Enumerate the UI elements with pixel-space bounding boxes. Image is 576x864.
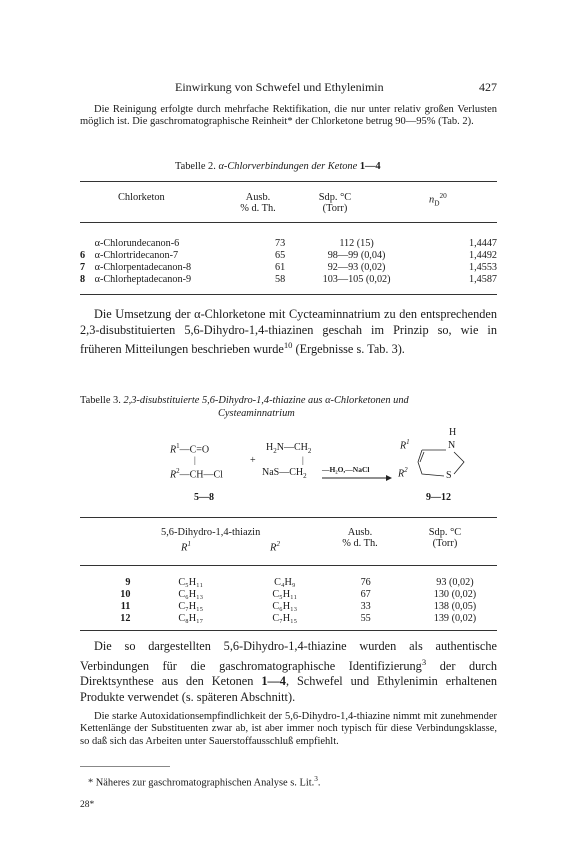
compound-number: 9 bbox=[125, 577, 131, 588]
substituent-r1: C₇H₁₅ bbox=[178, 601, 204, 612]
scheme-ring-r1: $R^1$ bbox=[400, 438, 410, 452]
table-row bbox=[80, 262, 497, 274]
substituent-r2: C₆H₁₃ bbox=[272, 601, 298, 612]
refractive-index: 1,4492 bbox=[468, 250, 497, 261]
substituent-r1: C₅H₁₁ bbox=[178, 577, 204, 588]
table2-bottom-rule bbox=[80, 294, 497, 295]
compound-number: 12 bbox=[120, 613, 131, 624]
compound-number: 11 bbox=[120, 601, 131, 612]
footnote: * Näheres zur gaschromatographischen Analyse s. Lit.$^3$. bbox=[88, 775, 321, 789]
refractive-index: 1,4447 bbox=[468, 238, 497, 249]
folio: 28* bbox=[80, 800, 95, 810]
table2-top-rule bbox=[80, 181, 497, 182]
scheme-bond-2: | bbox=[302, 455, 304, 465]
substituent-r2: C₇H₁₅ bbox=[272, 613, 298, 624]
substituent-r1: C₆H₁₃ bbox=[178, 589, 204, 600]
chlorketone-name: α-Chlorundecanon-6 bbox=[94, 238, 180, 249]
table-row bbox=[80, 613, 497, 625]
scheme-cysteamine-line2: $NaS—CH_2$ bbox=[262, 467, 307, 480]
refractive-index: 1,4553 bbox=[468, 262, 497, 273]
yield-value: 61 bbox=[275, 262, 286, 273]
paragraph-reaction: Die Umsetzung der α-Chlorketone mit Cycteaminnatrium zu den entsprechenden 2,3-disubstituierten 5,6-Dihydro-1,4-thiazinen geschah im Prinzip so, wie in früheren Mitteilungen beschrieben wurde$^{10}$ (Ergebnisse s. Tab. 3). bbox=[80, 307, 497, 357]
table-row bbox=[80, 250, 497, 262]
substituent-r2: C₄H₉ bbox=[274, 577, 296, 588]
table2-header-bp: Sdp. °C (Torr) bbox=[318, 192, 352, 214]
compound-number: 8 bbox=[80, 274, 86, 285]
compound-number: 7 bbox=[80, 262, 86, 273]
substituent-r2: C₅H₁₁ bbox=[272, 589, 298, 600]
chlorketone-name: α-Chlorheptadecanon-9 bbox=[94, 274, 192, 285]
table3-caption: Tabelle 3. 2,3-disubstituierte 5,6-Dihydro-1,4-thiazine aus α-Chlorketonen und bbox=[80, 395, 409, 406]
table2-mid-rule bbox=[80, 222, 497, 223]
reaction-scheme bbox=[170, 427, 470, 503]
table-row bbox=[80, 274, 497, 286]
table3-header-yield: Ausb. % d. Th. bbox=[342, 527, 378, 549]
yield-value: 55 bbox=[360, 613, 371, 624]
table3-bottom-rule bbox=[80, 630, 497, 631]
refractive-index: 1,4587 bbox=[468, 274, 497, 285]
footnote-rule bbox=[80, 766, 170, 767]
boiling-point: 139 (0,02) bbox=[433, 613, 477, 624]
compound-number bbox=[80, 238, 95, 250]
chlorketone-name: α-Chlorpentadecanon-8 bbox=[94, 262, 192, 273]
scheme-ring-h: H bbox=[449, 427, 457, 438]
scheme-compounds-left: 5—8 bbox=[194, 492, 214, 503]
boiling-point: 103—105 (0,02) bbox=[322, 274, 391, 285]
thiazine-ring-icon bbox=[414, 444, 468, 484]
table3-caption-line2: Cysteaminnatrium bbox=[218, 408, 295, 419]
table-row bbox=[80, 238, 497, 250]
scheme-ring-n: N bbox=[448, 440, 456, 451]
scheme-bond: | bbox=[194, 455, 196, 465]
scheme-ketone-line2: $R^2—CH—Cl$ bbox=[170, 467, 223, 481]
yield-value: 58 bbox=[275, 274, 286, 285]
compound-number: 10 bbox=[120, 589, 131, 600]
table2-caption: Tabelle 2. α-Chlorverbindungen der Ketone 1—4 bbox=[175, 161, 381, 172]
yield-value: 65 bbox=[275, 250, 286, 261]
table3-body bbox=[80, 577, 497, 625]
scheme-ring-s: S bbox=[446, 470, 452, 481]
compound-number: 6 bbox=[80, 250, 86, 261]
table3-header-thiazin: 5,6-Dihydro-1,4-thiazin bbox=[161, 527, 261, 538]
table3-header-bp: Sdp. °C (Torr) bbox=[428, 527, 462, 549]
yield-value: 67 bbox=[360, 589, 371, 600]
table-row bbox=[80, 577, 497, 589]
boiling-point: 138 (0,05) bbox=[433, 601, 477, 612]
table2-body bbox=[80, 238, 497, 286]
table3-header-r2: $R^2$ bbox=[270, 540, 280, 554]
paragraph-identification: Die so dargestellten 5,6-Dihydro-1,4-thiazine wurden als authentische Verbindungen für die gaschromatographische Identifizierung$^3$ der durch Direktsynthese aus den Ketonen 1—4, Schwefel und Ethylenimin erhaltenen Produkte verwendet (s. späteren Abschnitt). bbox=[80, 639, 497, 704]
scheme-cysteamine-line1: $H_2N—CH_2$ bbox=[266, 442, 312, 455]
table2-header-chlorketon: Chlorketon bbox=[118, 192, 165, 203]
yield-value: 73 bbox=[275, 238, 286, 249]
boiling-point: 93 (0,02) bbox=[436, 577, 474, 588]
scheme-ring-r2: $R^2$ bbox=[398, 466, 408, 480]
table3-header-r1: $R^1$ bbox=[181, 540, 191, 554]
yield-value: 33 bbox=[360, 601, 371, 612]
reaction-arrow-icon bbox=[322, 474, 392, 482]
table3-mid-rule bbox=[80, 565, 497, 566]
boiling-point: 98—99 (0,04) bbox=[327, 250, 386, 261]
table2-header-yield: Ausb. % d. Th. bbox=[240, 192, 276, 214]
running-header-title: Einwirkung von Schwefel und Ethylenimin bbox=[175, 80, 384, 94]
scheme-plus: + bbox=[250, 455, 256, 466]
scheme-arrow-label: —H₂O,—NaCl bbox=[322, 465, 370, 474]
table-row bbox=[80, 589, 497, 601]
table3-top-rule bbox=[80, 517, 497, 518]
chlorketone-name: α-Chlortridecanon-7 bbox=[94, 250, 179, 261]
table-row bbox=[80, 601, 497, 613]
paragraph-purification: Die Reinigung erfolgte durch mehrfache Rektifikation, die nur unter relativ großen Verlusten möglich ist. Die gaschromatographische Reinheit* der Chlorketone betrug 90—95% (Tab. 2). bbox=[80, 104, 497, 128]
boiling-point: 92—93 (0,02) bbox=[327, 262, 386, 273]
yield-value: 76 bbox=[360, 577, 371, 588]
scheme-compounds-right: 9—12 bbox=[426, 492, 451, 503]
paragraph-autoxidation: Die starke Autoxidationsempfindlichkeit der 5,6-Dihydro-1,4-thiazine nimmt mit zunehmender Kettenlänge der Substituenten zwar ab, ist aber immer noch typisch für diese Verbindungsklasse, so daß sich das Arbeiten unter Sauerstoffausschluß empfiehlt. bbox=[80, 711, 497, 747]
boiling-point: 130 (0,02) bbox=[433, 589, 477, 600]
scheme-ketone-line1: $R^1—C=O$ bbox=[170, 442, 210, 456]
page-number: 427 bbox=[479, 80, 497, 94]
boiling-point: 112 (15) bbox=[339, 238, 374, 249]
table2-header-nd: $n_D^{20}$ bbox=[429, 192, 447, 208]
substituent-r1: C₈H₁₇ bbox=[178, 613, 204, 624]
